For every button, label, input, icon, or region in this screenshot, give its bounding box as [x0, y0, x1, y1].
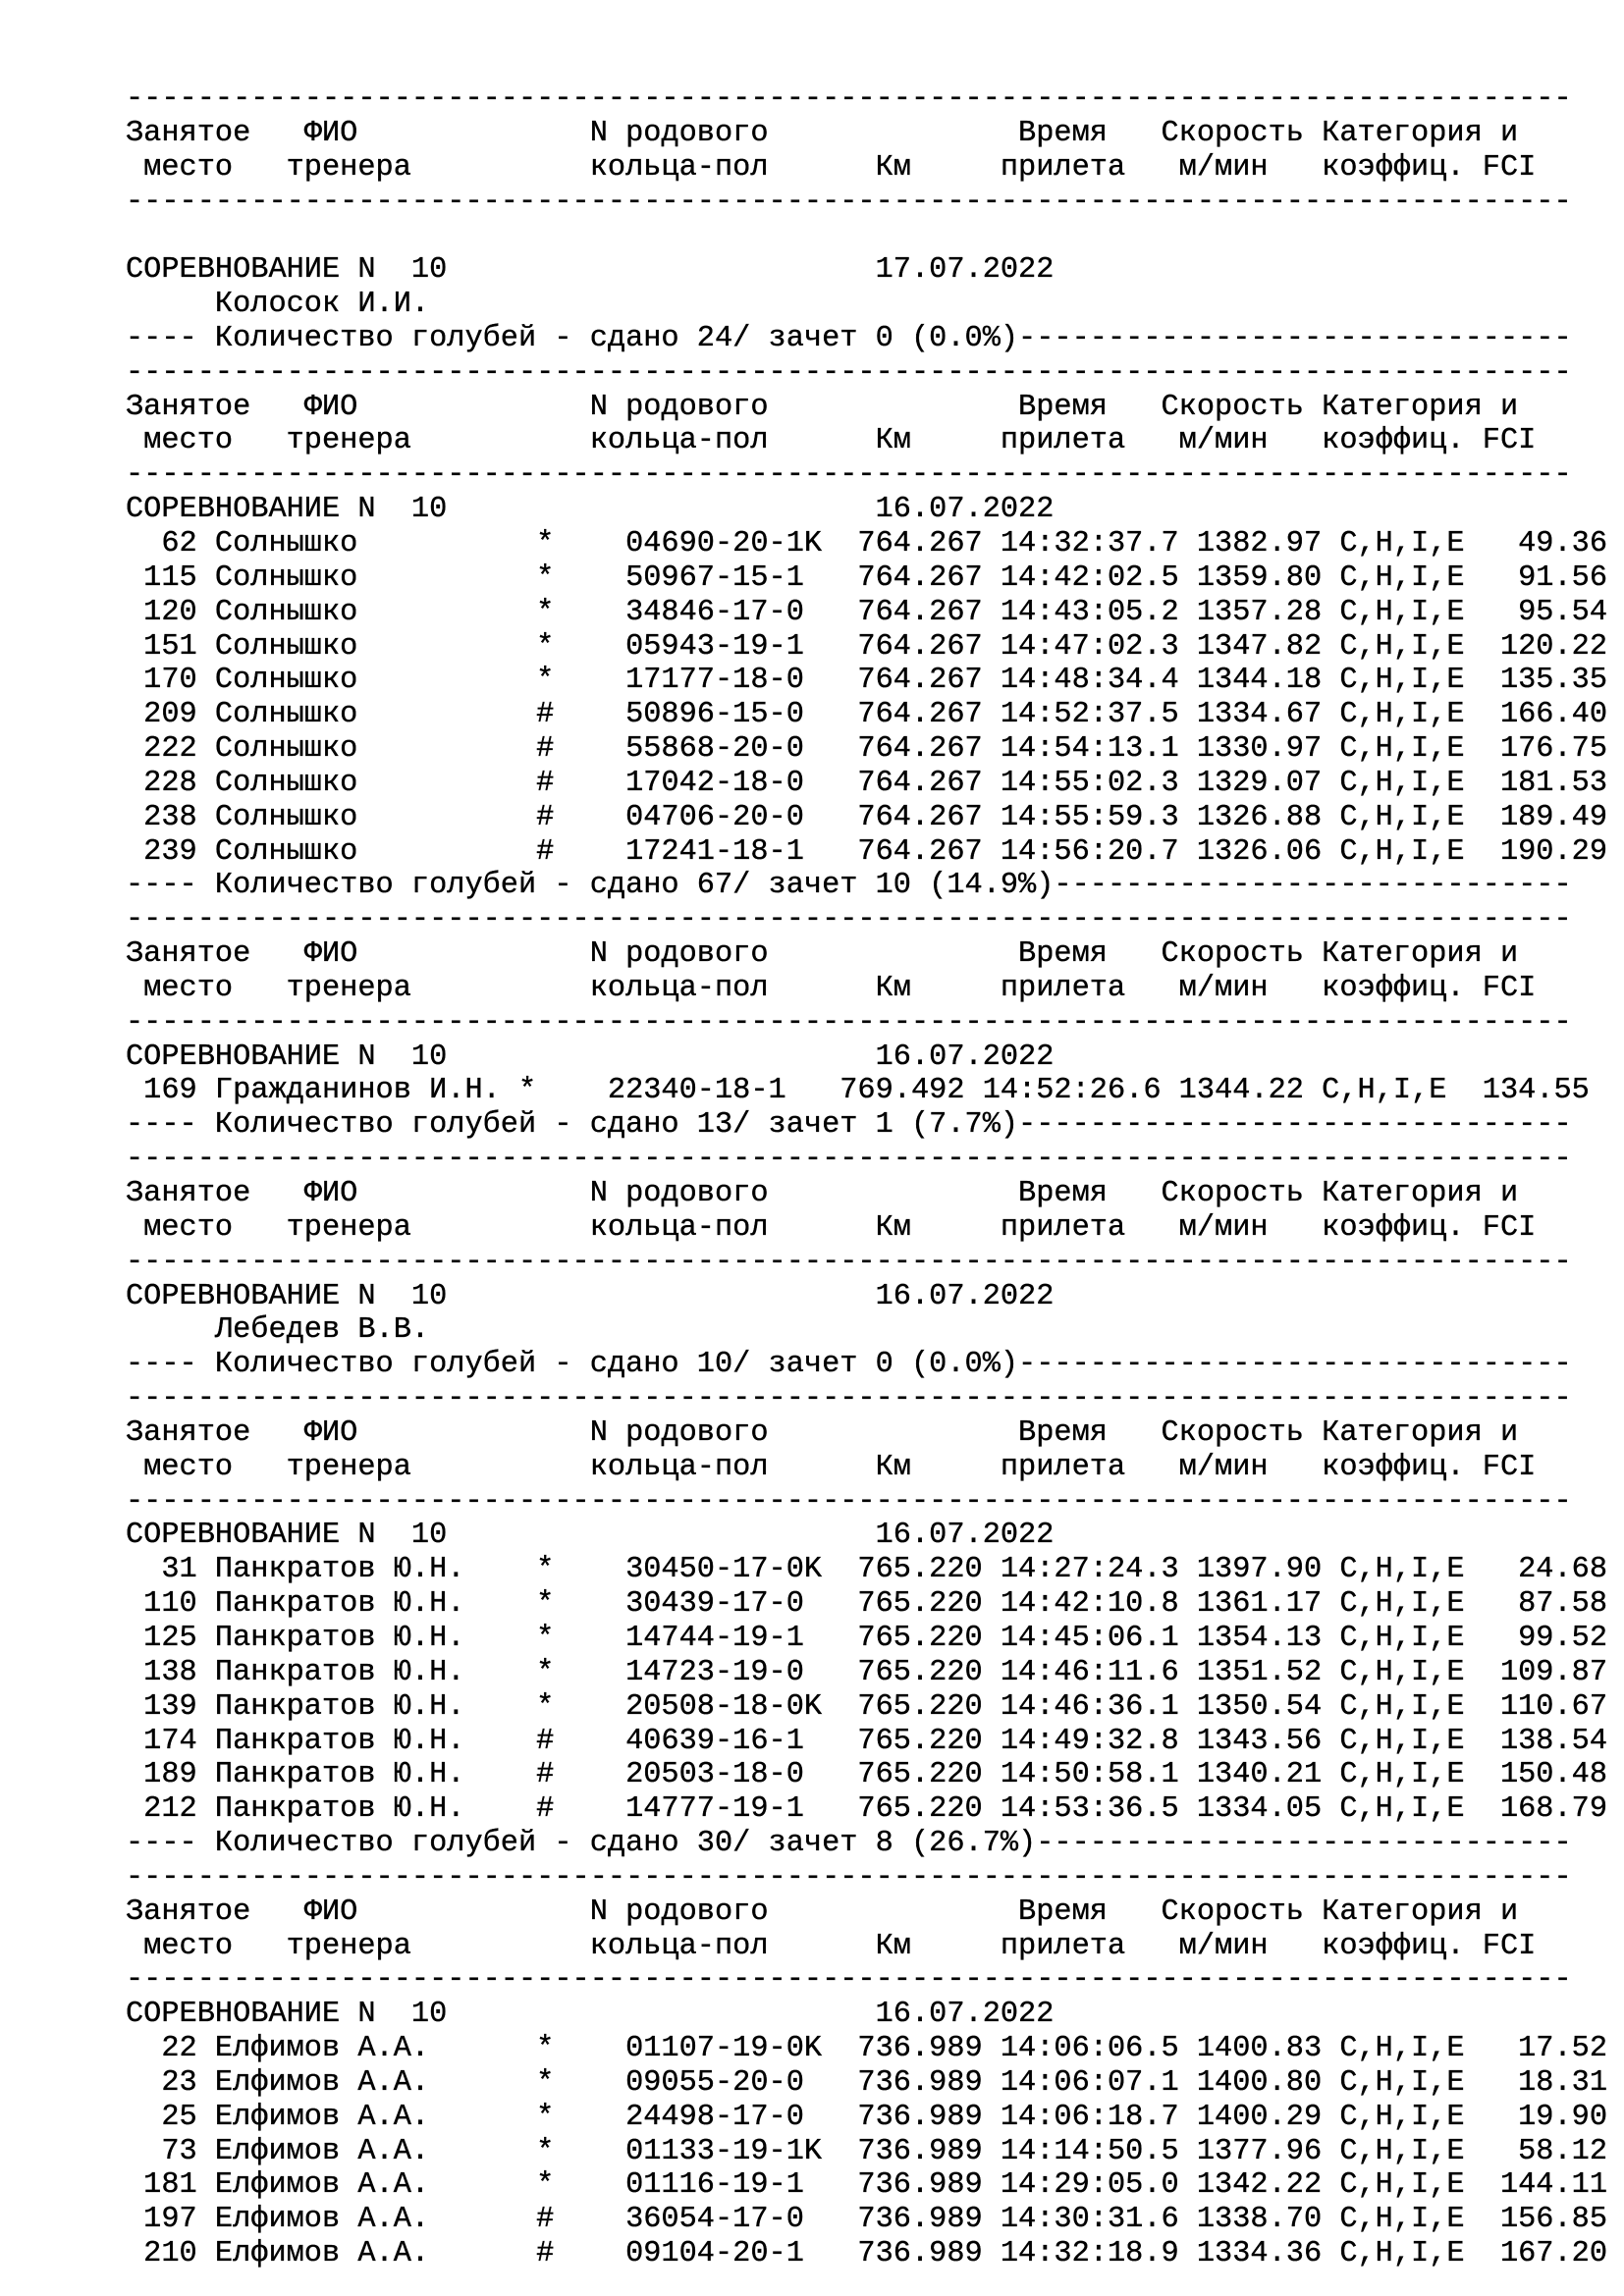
divider-line: --------------------------------------------------------------------------------- [126, 1245, 1572, 1279]
competition-heading: СОРЕВНОВАНИЕ N 10 16.07.2022 [126, 1519, 1055, 1553]
text-line: Занятое ФИО N родового Время Скорость Категория и [126, 116, 1519, 150]
result-row: 239 Солнышко # 17241-18-1 764.267 14:56:20.7 1326.06 C,H,I,E 190.29 [126, 834, 1608, 869]
divider-line: --------------------------------------------------------------------------------- [126, 903, 1572, 937]
result-row: 115 Солнышко * 50967-15-1 764.267 14:42:02.5 1359.80 C,H,I,E 91.56 [126, 561, 1608, 595]
result-row: 181 Елфимов А.А. * 01116-19-1 736.989 14:29:05.0 1342.22 C,H,I,E 144.11 [126, 2168, 1608, 2203]
divider-line: --------------------------------------------------------------------------------- [126, 82, 1572, 116]
result-row: 125 Панкратов Ю.Н. * 14744-19-1 765.220 14:45:06.1 1354.13 C,H,I,E 99.52 [126, 1621, 1608, 1655]
result-row: 120 Солнышко * 34846-17-0 764.267 14:43:05.2 1357.28 C,H,I,E 95.54 [126, 595, 1608, 629]
result-row: 210 Елфимов А.А. # 09104-20-1 736.989 14:32:18.9 1334.36 C,H,I,E 167.20 [126, 2237, 1608, 2271]
divider-line: --------------------------------------------------------------------------------- [126, 185, 1572, 219]
result-row: 170 Солнышко * 17177-18-0 764.267 14:48:34.4 1344.18 C,H,I,E 135.35 [126, 664, 1608, 698]
result-row: 212 Панкратов Ю.Н. # 14777-19-1 765.220 14:53:36.5 1334.05 C,H,I,E 168.79 [126, 1792, 1608, 1827]
result-row: 22 Елфимов А.А. * 01107-19-0K 736.989 14:06:06.5 1400.83 C,H,I,E 17.52 [126, 2032, 1608, 2066]
result-row: 139 Панкратов Ю.Н. * 20508-18-0K 765.220 14:46:36.1 1350.54 C,H,I,E 110.67 [126, 1689, 1608, 1724]
result-row: 209 Солнышко # 50896-15-0 764.267 14:52:37.5 1334.67 C,H,I,E 166.40 [126, 698, 1608, 732]
text-line: Лебедев В.В. [126, 1313, 430, 1348]
text-line: Занятое ФИО N родового Время Скорость Категория и [126, 1895, 1519, 1929]
result-row: 174 Панкратов Ю.Н. # 40639-16-1 765.220 14:49:32.8 1343.56 C,H,I,E 138.54 [126, 1724, 1608, 1758]
competition-heading: СОРЕВНОВАНИЕ N 10 16.07.2022 [126, 1040, 1055, 1074]
result-row: 138 Панкратов Ю.Н. * 14723-19-0 765.220 14:46:11.6 1351.52 C,H,I,E 109.87 [126, 1655, 1608, 1689]
text-line: место тренера кольца-пол Км прилета м/мин коэффиц. FCI [126, 424, 1537, 458]
summary-line: ---- Количество голубей - сдано 13/ зачет 1 (7.7%)------------------------------- [126, 1108, 1572, 1143]
text-line: место тренера кольца-пол Км прилета м/мин коэффиц. FCI [126, 1450, 1537, 1484]
result-row: 222 Солнышко # 55868-20-0 764.267 14:54:13.1 1330.97 C,H,I,E 176.75 [126, 732, 1608, 767]
text-line: место тренера кольца-пол Км прилета м/мин коэффиц. FCI [126, 1210, 1537, 1245]
divider-line: --------------------------------------------------------------------------------- [126, 1005, 1572, 1040]
divider-line: --------------------------------------------------------------------------------- [126, 1143, 1572, 1177]
summary-line: ---- Количество голубей - сдано 24/ зачет 0 (0.0%)------------------------------- [126, 321, 1572, 355]
text-line: Колосок И.И. [126, 288, 430, 322]
competition-heading: СОРЕВНОВАНИЕ N 10 17.07.2022 [126, 253, 1055, 288]
divider-line: --------------------------------------------------------------------------------- [126, 355, 1572, 390]
result-row: 31 Панкратов Ю.Н. * 30450-17-0K 765.220 14:27:24.3 1397.90 C,H,I,E 24.68 [126, 1553, 1608, 1587]
divider-line: --------------------------------------------------------------------------------- [126, 1382, 1572, 1416]
result-row: 73 Елфимов А.А. * 01133-19-1K 736.989 14:14:50.5 1377.96 C,H,I,E 58.12 [126, 2134, 1608, 2168]
text-line: место тренера кольца-пол Км прилета м/мин коэффиц. FCI [126, 971, 1537, 1005]
result-row: 62 Солнышко * 04690-20-1K 764.267 14:32:37.7 1382.97 C,H,I,E 49.36 [126, 526, 1608, 561]
text-line: Занятое ФИО N родового Время Скорость Категория и [126, 1415, 1519, 1450]
divider-line: --------------------------------------------------------------------------------- [126, 1484, 1572, 1519]
divider-line: --------------------------------------------------------------------------------- [126, 458, 1572, 493]
blank-line [126, 219, 1607, 253]
text-line: место тренера кольца-пол Км прилета м/мин коэффиц. FCI [126, 1929, 1537, 1963]
result-row: 169 Гражданинов И.Н. * 22340-18-1 769.492 14:52:26.6 1344.22 C,H,I,E 134.55 [126, 1074, 1590, 1108]
text-line: Занятое ФИО N родового Время Скорость Категория и [126, 937, 1519, 972]
result-row: 189 Панкратов Ю.Н. # 20503-18-0 765.220 14:50:58.1 1340.21 C,H,I,E 150.48 [126, 1758, 1608, 1792]
text-line: Занятое ФИО N родового Время Скорость Категория и [126, 390, 1519, 424]
summary-line: ---- Количество голубей - сдано 67/ зачет 10 (14.9%)----------------------------- [126, 869, 1572, 903]
result-row: 238 Солнышко # 04706-20-0 764.267 14:55:59.3 1326.88 C,H,I,E 189.49 [126, 800, 1608, 834]
result-row: 151 Солнышко * 05943-19-1 764.267 14:47:02.3 1347.82 C,H,I,E 120.22 [126, 629, 1608, 664]
divider-line: --------------------------------------------------------------------------------- [126, 1860, 1572, 1895]
result-row: 110 Панкратов Ю.Н. * 30439-17-0 765.220 14:42:10.8 1361.17 C,H,I,E 87.58 [126, 1587, 1608, 1622]
summary-line: ---- Количество голубей - сдано 10/ зачет 0 (0.0%)------------------------------- [126, 1348, 1572, 1382]
competition-heading: СОРЕВНОВАНИЕ N 10 16.07.2022 [126, 493, 1055, 527]
result-row: 228 Солнышко # 17042-18-0 764.267 14:55:02.3 1329.07 C,H,I,E 181.53 [126, 766, 1608, 800]
competition-heading: СОРЕВНОВАНИЕ N 10 16.07.2022 [126, 1279, 1055, 1313]
result-row: 197 Елфимов А.А. # 36054-17-0 736.989 14:30:31.6 1338.70 C,H,I,E 156.85 [126, 2203, 1608, 2237]
text-line: место тренера кольца-пол Км прилета м/мин коэффиц. FCI [126, 150, 1537, 185]
divider-line: --------------------------------------------------------------------------------- [126, 1963, 1572, 1998]
competition-heading: СОРЕВНОВАНИЕ N 10 16.07.2022 [126, 1998, 1055, 2032]
text-line: Занятое ФИО N родового Время Скорость Категория и [126, 1177, 1519, 1210]
results-document [126, 82, 1607, 2271]
summary-line: ---- Количество голубей - сдано 30/ зачет 8 (26.7%)------------------------------ [126, 1827, 1572, 1861]
result-row: 25 Елфимов А.А. * 24498-17-0 736.989 14:06:18.7 1400.29 C,H,I,E 19.90 [126, 2100, 1608, 2134]
result-row: 23 Елфимов А.А. * 09055-20-0 736.989 14:06:07.1 1400.80 C,H,I,E 18.31 [126, 2065, 1608, 2100]
